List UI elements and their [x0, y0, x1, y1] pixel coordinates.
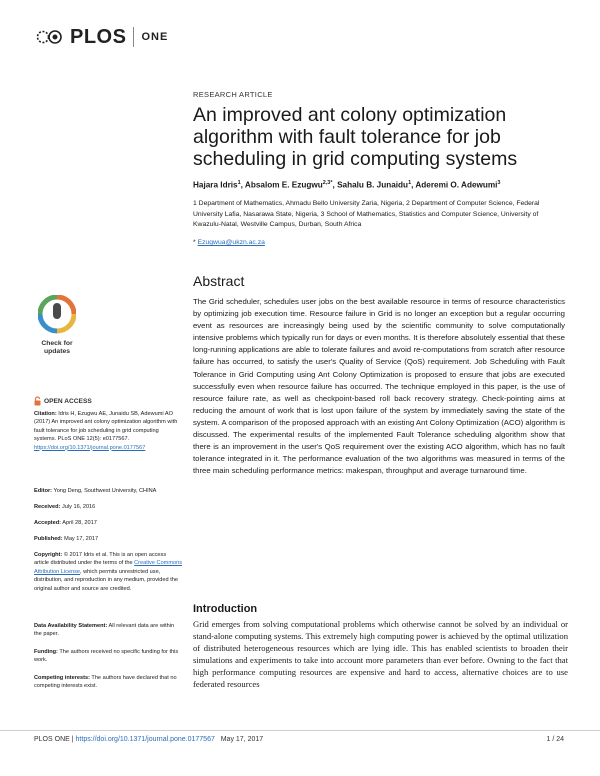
- citation-label: Citation:: [34, 411, 57, 417]
- introduction-heading: Introduction: [193, 603, 258, 615]
- copyright-text: © 2017 Idris et al. This is an open access article distributed under the terms of the: [34, 552, 167, 567]
- accepted-date: April 28, 2017: [62, 520, 97, 526]
- logo-divider: [133, 27, 134, 47]
- article-type: RESEARCH ARTICLE: [193, 90, 273, 99]
- published-date: May 17, 2017: [64, 536, 99, 542]
- citation-text: Idris H, Ezugwu AE, Junaidu SB, Adewumi AO (2017) An improved ant colony optimization algorithm with fault tolerance for job scheduling in grid computing systems. PLoS ONE 12(5): e0177567.: [34, 411, 178, 443]
- author-name: Sahalu B. Junaidu: [337, 180, 409, 190]
- license-link[interactable]: Creative Commons Attribution License: [34, 560, 183, 575]
- plos-brand: PLOS: [70, 25, 127, 48]
- author-affil: 3: [497, 180, 501, 186]
- editor-text: Yong Deng, Southwest University, CHINA: [53, 488, 157, 494]
- journal-name: ONE: [141, 31, 169, 43]
- published-block: [34, 535, 182, 543]
- author-affil: 1: [408, 180, 412, 186]
- email-link[interactable]: Ezugwua@ukzn.ac.za: [197, 239, 265, 246]
- email-marker: *: [193, 239, 196, 246]
- copyright-block: [34, 551, 182, 593]
- page-footer: [34, 736, 263, 743]
- received-date: July 16, 2016: [62, 504, 96, 510]
- introduction-text: Grid emerges from solving computational problems which otherwise cannot be solved by an individual or stand-alone computing systems. This extremely high computing power is achieved by the optimal utilization of distributed heterogeneous resources which are lying idle. This has enabled scientists to broaden their simulations and experiments to take into account more parameters than ever before. Owning to the fact that high performance computing resources are expensive and hard to access, alternative choices are to use federated resources: [193, 619, 568, 689]
- corresponding-email: [193, 239, 265, 246]
- footer-doi-link[interactable]: https://doi.org/10.1371/journal.pone.0177567: [75, 736, 215, 743]
- open-lock-icon: [34, 396, 41, 406]
- citation-doi-link[interactable]: https://doi.org/10.1371/journal.pone.0177567: [34, 444, 146, 451]
- copyright-text-end: , which permits unrestricted use, distribution, and reproduction in any medium, provided the original author and source are credited.: [34, 568, 178, 592]
- article-title: An improved ant colony optimization algorithm with fault tolerance for job scheduling in grid computing systems: [193, 104, 518, 170]
- published-label: Published:: [34, 536, 63, 542]
- check-for-updates-badge[interactable]: [38, 295, 76, 355]
- author-name: Aderemi O. Adewumi: [415, 180, 498, 190]
- received-label: Received:: [34, 504, 61, 510]
- page-number: 1 / 24: [546, 736, 564, 743]
- data-availability-text: All relevant data are within the paper.: [34, 623, 175, 638]
- abstract-text: The Grid scheduler, schedules user jobs on the best available resource in terms of resource characteristics by optimizing job execution time. Resource failure in Grid is no longer an exception but a regular occurring event as resources are increasingly being used by the scientific community to solve computationally intensive problems which typically run for days or even months. It is therefore absolutely essential that these long-running applications are able to tolerate failures and avoid re-computations from scratch after resource failure has occurred, to satisfy the user's Quality of Service (QoS) requirement. Job Scheduling with Fault Tolerance in Grid Computing using Ant Colony Optimization is proposed to ensure that jobs are executed successfully even when resource failure has occurred. The technique employed in this paper, is the use of resource failure rate, as well as checkpoint-based roll back recovery strategy. Check-pointing aims at reducing the amount of work that is lost upon failure of the system by immediately saving the state of the system. A comparison of the proposed approach with an existing Ant Colony Optimization (ACO) algorithm is discussed. The experimental results of the implemented Fault Tolerance scheduling algorithm show that there is an improvement in the user's QoS requirement over the existing ACO algorithm, which has no fault tolerance integrated in it. The performance evaluation of the two algorithms was measured in terms of the three main scheduling performance metrics: makespan, throughput and average turnaround time.: [193, 297, 565, 476]
- data-availability-label: Data Availability Statement:: [34, 623, 108, 629]
- check-updates-line1: Check for: [41, 340, 73, 347]
- footer-divider: [0, 730, 600, 731]
- accepted-block: [34, 519, 182, 527]
- received-block: [34, 503, 182, 511]
- editor-block: [34, 487, 182, 495]
- check-updates-line2: updates: [43, 347, 71, 355]
- data-availability-block: [34, 622, 182, 639]
- check-updates-icon: [38, 295, 76, 335]
- open-access-text: OPEN ACCESS: [44, 397, 92, 405]
- author-list: Hajara Idris$^1$, Absalom E. Ezugwu$^{2,3*}$, Sahalu B. Junaidu$^1$, Aderemi O. Adewumi$^3$: [193, 180, 501, 190]
- footer-journal: PLOS ONE: [34, 736, 70, 743]
- footer-date: May 17, 2017: [220, 736, 264, 743]
- footer-separator: |: [71, 736, 74, 743]
- author-name: Absalom E. Ezugwu: [244, 180, 323, 190]
- funding-label: Funding:: [34, 649, 58, 655]
- plos-logo-icon: [36, 25, 66, 49]
- funding-block: [34, 648, 182, 665]
- affiliations: 1 Department of Mathematics, Ahmadu Bello University Zaria, Nigeria, 2 Department of Computer Science, Federal University Lafia, Nasarawa State, Nigeria, 3 School of Mathematics, Statistics and Computer Science, University of Kwazulu-Natal, Westville Campus, Durban, South Africa: [193, 200, 540, 228]
- open-access-label: [34, 396, 92, 406]
- abstract-heading: Abstract: [193, 273, 245, 289]
- author-name: Hajara Idris: [193, 180, 238, 190]
- accepted-label: Accepted:: [34, 520, 62, 526]
- competing-interests-label: Competing interests:: [34, 675, 90, 681]
- citation-block: [34, 410, 182, 452]
- author-affil: 2,3*: [322, 180, 333, 186]
- copyright-label: Copyright:: [34, 552, 63, 558]
- competing-interests-block: [34, 674, 182, 691]
- plos-one-logo: [36, 20, 168, 54]
- editor-label: Editor:: [34, 488, 53, 494]
- funding-text: The authors received no specific funding for this work.: [34, 649, 179, 664]
- author-affil: 1: [237, 180, 241, 186]
- competing-interests-text: The authors have declared that no competing interests exist.: [34, 675, 177, 690]
